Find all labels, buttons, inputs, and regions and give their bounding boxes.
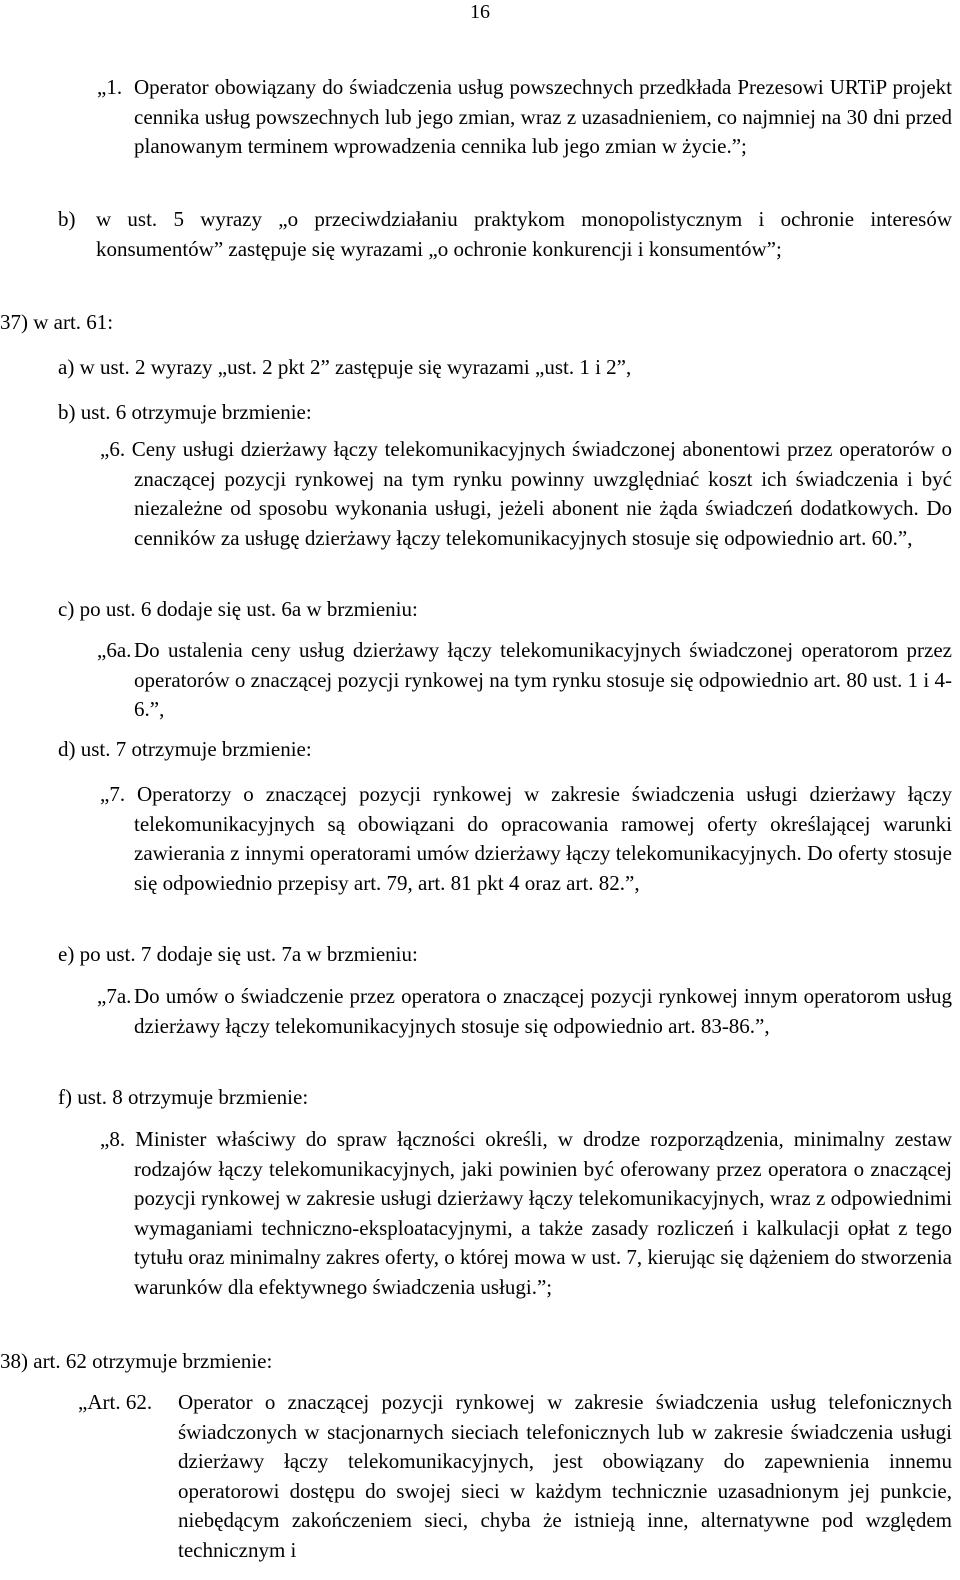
item-a-art-37: a) w ust. 2 wyrazy „ust. 2 pkt 2” zastępuje się wyrazami „ust. 1 i 2”, (58, 355, 632, 379)
item-e-art-37: e) po ust. 7 dodaje się ust. 7a w brzmieniu: (58, 942, 418, 966)
paragraph-number: „1. (97, 75, 123, 99)
quoted-ust-6: „6. Ceny usługi dzierżawy łączy telekomunikacyjnych świadczonej abonentowi przez operatorów o znaczącej pozycji rynkowej na tym rynku powinny uwzględniać koszt ich świadczenia i być niezależne od sposobu wykonania usługi, jeżeli abonent nie żąda świadczeń dodatkowych. Do cenników za usługę dzierżawy łączy telekomunikacyjnych stosuje się odpowiednio art. 60.”, (100, 437, 952, 550)
item-b-art-37: b) ust. 6 otrzymuje brzmienie: (58, 400, 312, 424)
item-f-art-37: f) ust. 8 otrzymuje brzmienie: (58, 1085, 309, 1109)
page-number: 16 (470, 1, 490, 23)
quoted-art-62 (78, 1388, 952, 1566)
quoted-ust-6a (97, 636, 952, 725)
item-label: b) (58, 207, 76, 231)
quoted-paragraph-1 (97, 73, 952, 162)
paragraph-number: „6a. (97, 638, 132, 662)
point-37-heading: 37) w art. 61: (0, 310, 114, 334)
paragraph-number: „7a. (97, 984, 132, 1008)
item-b-art-36 (58, 205, 952, 264)
item-d-art-37: d) ust. 7 otrzymuje brzmienie: (58, 737, 312, 761)
article-text: Operator o znaczącej pozycji rynkowej w zakresie świadczenia usług telefonicznych świadczonych w stacjonarnych sieciach telefonicznych lub w zakresie świadczenia usługi dzierżawy łączy telekomunikacyjnych, jest obowiązany do zapewnienia innemu operatorowi dostępu do swojej sieci w każdym technicznie uzasadnionym jej punkcie, niebędącym zakończeniem sieci, chyba że istnieją inne, alternatywne pod względem technicznym i (178, 1390, 952, 1562)
quoted-ust-7: „7. Operatorzy o znaczącej pozycji rynkowej w zakresie świadczenia usługi dzierżawy łączy telekomunikacyjnych są obowiązani do opracowania ramowej oferty określającej warunki zawierania z innymi operatorami umów dzierżawy łączy telekomunikacyjnych. Do oferty stosuje się odpowiednio przepisy art. 79, art. 81 pkt 4 oraz art. 82.”, (100, 782, 952, 895)
paragraph-text: Do umów o świadczenie przez operatora o znaczącej pozycji rynkowej innym operatorom usług dzierżawy łączy telekomunikacyjnych stosuje się odpowiednio art. 83-86.”, (134, 984, 952, 1038)
article-number: „Art. 62. (78, 1390, 153, 1414)
paragraph-text: Do ustalenia ceny usług dzierżawy łączy telekomunikacyjnych świadczonej operatorom przez operatorów o znaczącej pozycji rynkowej na tym rynku stosuje się odpowiednio art. 80 ust. 1 i 4-6.”, (134, 638, 952, 722)
point-38-heading: 38) art. 62 otrzymuje brzmienie: (0, 1349, 273, 1373)
quoted-ust-8: „8. Minister właściwy do spraw łączności określi, w drodze rozporządzenia, minimalny zestaw rodzajów łączy telekomunikacyjnych, jaki powinien być oferowany przez operatora o znaczącej pozycji rynkowej w zakresie usługi dzierżawy łączy telekomunikacyjnych, wraz z odpowiednimi wymaganiami techniczno-eksploatacyjnymi, a także zasady rozliczeń i kalkulacji opłat z tego tytułu oraz minimalny zakres oferty, o której mowa w ust. 7, kierując się dążeniem do stworzenia warunków dla efektywnego świadczenia usługi.”; (100, 1127, 952, 1299)
item-text: w ust. 5 wyrazy „o przeciwdziałaniu praktykom monopolistycznym i ochronie interesów konsumentów” zastępuje się wyrazami „o ochronie konkurencji i konsumentów”; (96, 207, 952, 261)
item-c-art-37: c) po ust. 6 dodaje się ust. 6a w brzmieniu: (58, 597, 418, 621)
paragraph-text: Operator obowiązany do świadczenia usług powszechnych przedkłada Prezesowi URTiP projekt cennika usług powszechnych lub jego zmian, wraz z uzasadnieniem, co najmniej na 30 dni przed planowanym terminem wprowadzenia cennika lub jego zmian w życie.”; (134, 75, 952, 159)
quoted-ust-7a (97, 982, 952, 1041)
